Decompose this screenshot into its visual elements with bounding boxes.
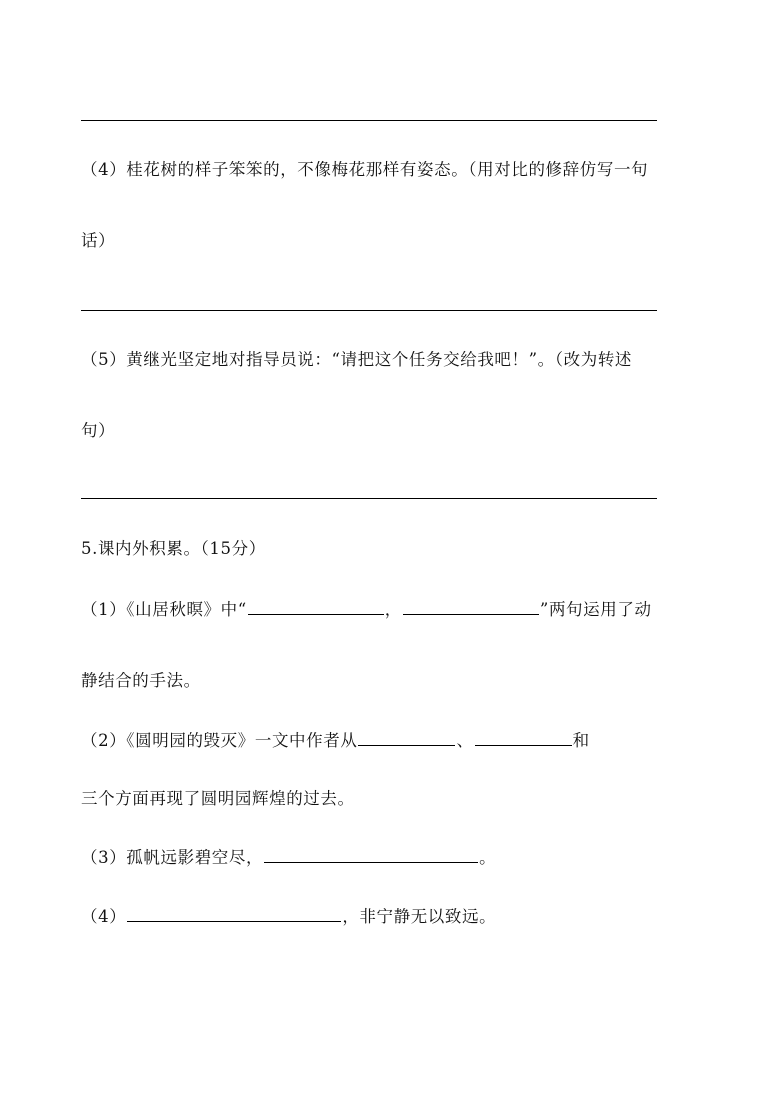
answer-line[interactable] (81, 120, 657, 121)
fill-item-1-comma: ， (384, 600, 402, 619)
answer-line-q4[interactable] (81, 310, 657, 311)
question-4-text-cont: 话） (81, 231, 116, 250)
fill-item-2-suffix: 和 (572, 731, 590, 750)
section-heading: 5.课内外积累。（15分） (81, 539, 266, 558)
fill-item-1-prefix: （1）《山居秋暝》中“ (81, 600, 247, 619)
fill-item-2-prefix: （2）《圆明园的毁灭》一文中作者从 (81, 731, 358, 750)
fill-item-3-prefix: （3）孤帆远影碧空尽， (81, 848, 264, 867)
fill-item-4-prefix: （4） (81, 907, 127, 926)
fill-blank[interactable] (358, 744, 455, 746)
fill-item-4-suffix: ，非宁静无以致远。 (342, 907, 497, 926)
fill-item-3-suffix: 。 (479, 848, 497, 867)
fill-blank[interactable] (127, 920, 341, 922)
question-5-text: （5）黄继光坚定地对指导员说：“请把这个任务交给我吧！”。（改为转述 (81, 350, 633, 369)
question-4-text: （4）桂花树的样子笨笨的，不像梅花那样有姿态。（用对比的修辞仿写一句 (81, 160, 649, 179)
fill-item-4 (81, 909, 496, 926)
fill-item-2-cont: 三个方面再现了圆明园辉煌的过去。 (81, 789, 355, 808)
fill-item-2-sep: 、 (456, 731, 474, 750)
fill-item-1-suffix: ”两句运用了动 (539, 600, 652, 619)
fill-item-1-cont: 静结合的手法。 (81, 671, 201, 690)
answer-line-q5[interactable] (81, 498, 657, 499)
fill-blank[interactable] (248, 613, 384, 615)
fill-item-3 (81, 850, 496, 867)
question-5-text-cont: 句） (81, 421, 116, 440)
fill-item-2 (81, 733, 590, 750)
fill-blank[interactable] (264, 861, 478, 863)
fill-blank[interactable] (403, 613, 539, 615)
fill-blank[interactable] (475, 744, 572, 746)
fill-item-1 (81, 602, 652, 619)
